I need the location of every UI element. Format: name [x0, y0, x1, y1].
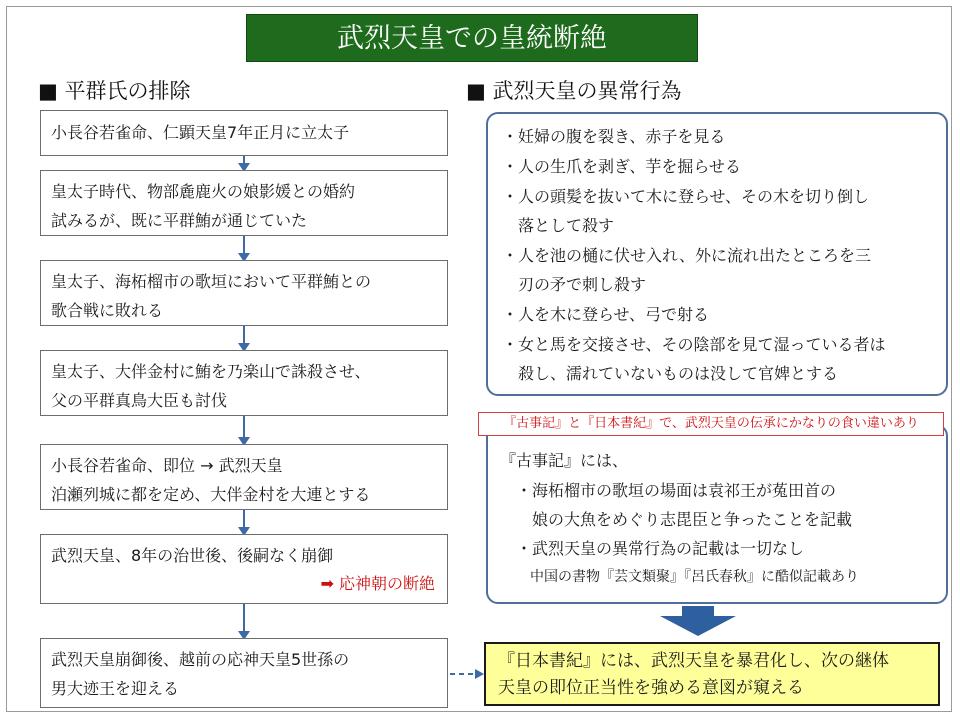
flow-step-7 [40, 638, 448, 708]
flow-step-2-line-1: 皇太子時代、物部麁鹿火の娘影媛との婚約 [51, 182, 356, 201]
act-line-6: 刃の矛で刺し殺す [502, 275, 647, 294]
dynasty-end-note: ➡ 応神朝の断絶 [320, 574, 435, 593]
act-line-1: ・妊婦の腹を裂き、赤子を見る [502, 127, 726, 146]
flow-arrow-3 [243, 326, 245, 350]
down-block-arrow [660, 606, 736, 636]
flow-step-5-line-1: 小長谷若雀命、即位 → 武烈天皇 [51, 456, 283, 475]
abnormal-acts-box [486, 112, 948, 396]
right-section-heading: ■ 武烈天皇の異常行為 [466, 79, 682, 103]
flow-step-7-line-1: 武烈天皇崩御後、越前の応神天皇5世孫の [51, 650, 350, 669]
act-line-5: ・人を池の樋に伏せ入れ、外に流れ出たところを三 [502, 246, 871, 265]
discrepancy-note: 『古事記』と『日本書紀』で、武烈天皇の伝承にかなりの食い違いあり [478, 412, 944, 436]
dashed-connector-arrow [448, 664, 486, 684]
flow-arrow-5 [243, 510, 245, 534]
flow-step-4-line-2: 父の平群真鳥大臣も討伐 [51, 391, 228, 410]
flow-step-4-line-1: 皇太子、大伴金村に鮪を乃楽山で誅殺させ、 [51, 362, 371, 381]
flow-step-5-line-2: 泊瀬列城に都を定め、大伴金村を大連とする [51, 485, 371, 504]
act-line-2: ・人の生爪を剥ぎ、芋を掘らせる [502, 157, 741, 176]
flow-step-4 [40, 350, 448, 416]
flow-arrow-4 [243, 416, 245, 444]
left-section-heading: ■ 平群氏の排除 [38, 79, 191, 103]
conclusion-line-2: 天皇の即位正当性を強める意図が窺える [498, 678, 804, 698]
act-line-7: ・人を木に登らせ、弓で射る [502, 305, 710, 324]
flow-step-2 [40, 170, 448, 236]
conclusion-box [484, 642, 940, 706]
act-line-8: ・女と馬を交接させ、その陰部を見て湿っている者は [502, 335, 886, 354]
flow-arrow-2 [243, 236, 245, 260]
conclusion-line-1: 『日本書紀』には、武烈天皇を暴君化し、次の継体 [498, 651, 889, 671]
flow-step-2-line-2: 試みるが、既に平群鮪が通じていた [51, 211, 308, 230]
kojiki-line-5: 中国の書物『芸文類聚』『呂氏春秋』に酷似記載あり [516, 569, 859, 585]
kojiki-line-2: ・海柘榴市の歌垣の場面は袁祁王が菟田首の [516, 481, 837, 500]
flow-step-6-line-1: 武烈天皇、8年の治世後、後嗣なく崩御 [51, 546, 334, 565]
kojiki-line-4: ・武烈天皇の異常行為の記載は一切なし [516, 539, 805, 558]
flow-step-1-line-1: 小長谷若雀命、仁顕天皇7年正月に立太子 [51, 123, 350, 142]
flow-step-3 [40, 260, 448, 326]
kojiki-comparison-box [486, 424, 948, 604]
act-line-4: 落として殺す [502, 216, 615, 235]
flow-arrow-6 [243, 604, 245, 638]
flow-step-5 [40, 444, 448, 510]
flow-step-7-line-2: 男大迹王を迎える [51, 679, 180, 698]
flow-step-3-line-1: 皇太子、海柘榴市の歌垣において平群鮪との [51, 272, 372, 291]
kojiki-line-1: 『古事記』には、 [500, 451, 629, 470]
flow-step-6 [40, 534, 448, 604]
slide-title: 武烈天皇での皇統断絶 [246, 14, 698, 62]
kojiki-line-3: 娘の大魚をめぐり志毘臣と争ったことを記載 [516, 510, 853, 529]
act-line-3: ・人の頭髪を抜いて木に登らせ、その木を切り倒し [502, 187, 870, 206]
act-line-9: 殺し、濡れていないものは没して官婢とする [502, 364, 839, 383]
flow-step-1 [40, 110, 448, 156]
flow-arrow-1 [243, 156, 245, 170]
flow-step-3-line-2: 歌合戦に敗れる [51, 301, 164, 320]
